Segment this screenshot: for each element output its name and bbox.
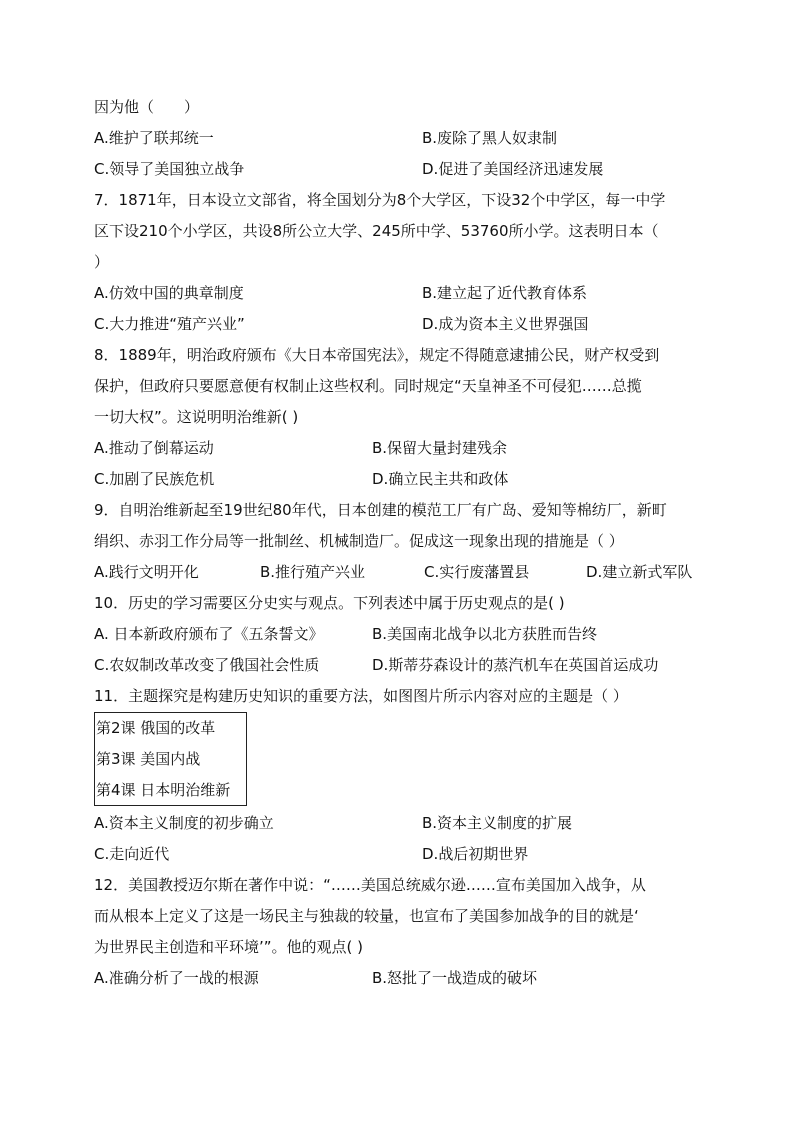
q9-option-d: D.建立新式军队 <box>586 563 693 581</box>
q6-option-c: C.领导了美国独立战争 <box>94 160 245 178</box>
q8-option-a: A.推动了倒幕运动 <box>94 439 214 457</box>
q7-option-b: B.建立起了近代教育体系 <box>422 284 588 302</box>
q8-options-row1 <box>94 433 704 464</box>
q6-option-d: D.促进了美国经济迅速发展 <box>422 160 604 178</box>
q9-stem-line1: 9．自明治维新起至19世纪80年代，日本创建的模范工厂有广岛、爱知等棉纺厂，新町 <box>94 501 667 519</box>
q9-options-row <box>94 557 704 588</box>
q8-stem-line3: 一切大权”。这说明明治维新( ) <box>94 408 299 426</box>
q6-option-b: B.废除了黑人奴隶制 <box>422 129 558 147</box>
q10-option-c: C.农奴制改革改变了俄国社会性质 <box>94 656 320 674</box>
q10-option-b: B.美国南北战争以北方获胜而告终 <box>372 625 598 643</box>
q6-options-row2 <box>94 154 704 185</box>
q11-option-a: A.资本主义制度的初步确立 <box>94 814 274 832</box>
q11-box-line-2: 第3课 美国内战 <box>96 750 201 768</box>
q9-stem-line2: 绢织、赤羽工作分局等一批制丝、机械制造厂。促成这一现象出现的措施是（ ） <box>94 532 624 550</box>
q6-stem-tail: 因为他（ ） <box>94 98 200 116</box>
q6-options-row1 <box>94 123 704 154</box>
q11-box-line-3: 第4课 日本明治维新 <box>96 781 231 799</box>
q8-option-c: C.加剧了民族危机 <box>94 470 215 488</box>
q7-options-row1 <box>94 278 704 309</box>
q10-options-row1 <box>94 619 704 650</box>
q12-stem-line2: 而从根本上定义了这是一场民主与独裁的较量，也宣布了美国参加战争的目的就是‘ <box>94 907 639 925</box>
q12-option-b: B.怒批了一战造成的破坏 <box>372 969 538 987</box>
q10-options-row2 <box>94 650 704 681</box>
q9-option-a: A.践行文明开化 <box>94 563 199 581</box>
q12-stem-line3: 为世界民主创造和平环境’”。他的观点( ) <box>94 938 364 956</box>
q6-option-a: A.维护了联邦统一 <box>94 129 214 147</box>
q9-option-c: C.实行废藩置县 <box>424 563 530 581</box>
q12-option-a: A.准确分析了一战的根源 <box>94 969 259 987</box>
q10-option-d: D.斯蒂芬森设计的蒸汽机车在英国首运成功 <box>372 656 659 674</box>
q7-stem-line1: 7．1871年，日本设立文部省，将全国划分为8个大学区，下设32个中学区，每一中学 <box>94 191 666 209</box>
q8-options-row2 <box>94 464 704 495</box>
q7-option-d: D.成为资本主义世界强国 <box>422 315 589 333</box>
q11-option-d: D.战后初期世界 <box>422 845 529 863</box>
q11-box-line-1: 第2课 俄国的改革 <box>96 719 216 737</box>
q11-options-row1 <box>94 808 704 839</box>
q10-stem: 10．历史的学习需要区分史实与观点。下列表述中属于历史观点的是( ) <box>94 594 565 612</box>
q7-option-c: C.大力推进“殖产兴业” <box>94 315 245 333</box>
q8-option-d: D.确立民主共和政体 <box>372 470 509 488</box>
q8-stem-line2: 保护，但政府只要愿意便有权制止这些权利。同时规定“天皇神圣不可侵犯……总揽 <box>94 377 642 395</box>
q7-stem-line3: ） <box>94 253 110 271</box>
q12-stem-line1: 12．美国教授迈尔斯在著作中说：“……美国总统威尔逊……宣布美国加入战争，从 <box>94 876 646 894</box>
q11-option-c: C.走向近代 <box>94 845 170 863</box>
q7-stem-line2: 区下设210个小学区，共设8所公立大学、245所中学、53760所小学。这表明日本（ <box>94 222 659 240</box>
q11-stem: 11．主题探究是构建历史知识的重要方法，如图图片所示内容对应的主题是（ ） <box>94 687 628 705</box>
q11-lesson-box-wrap <box>94 712 704 808</box>
q9-option-b: B.推行殖产兴业 <box>260 563 366 581</box>
q10-option-a: A. 日本新政府颁布了《五条誓文》 <box>94 625 324 643</box>
q11-options-row2 <box>94 839 704 870</box>
q11-lesson-box <box>94 712 247 806</box>
q7-option-a: A.仿效中国的典章制度 <box>94 284 244 302</box>
exam-page <box>94 92 704 994</box>
q12-options-row1 <box>94 963 704 994</box>
q8-option-b: B.保留大量封建残余 <box>372 439 508 457</box>
q8-stem-line1: 8．1889年，明治政府颁布《大日本帝国宪法》，规定不得随意逮捕公民，财产权受到 <box>94 346 660 364</box>
q7-options-row2 <box>94 309 704 340</box>
q11-option-b: B.资本主义制度的扩展 <box>422 814 573 832</box>
